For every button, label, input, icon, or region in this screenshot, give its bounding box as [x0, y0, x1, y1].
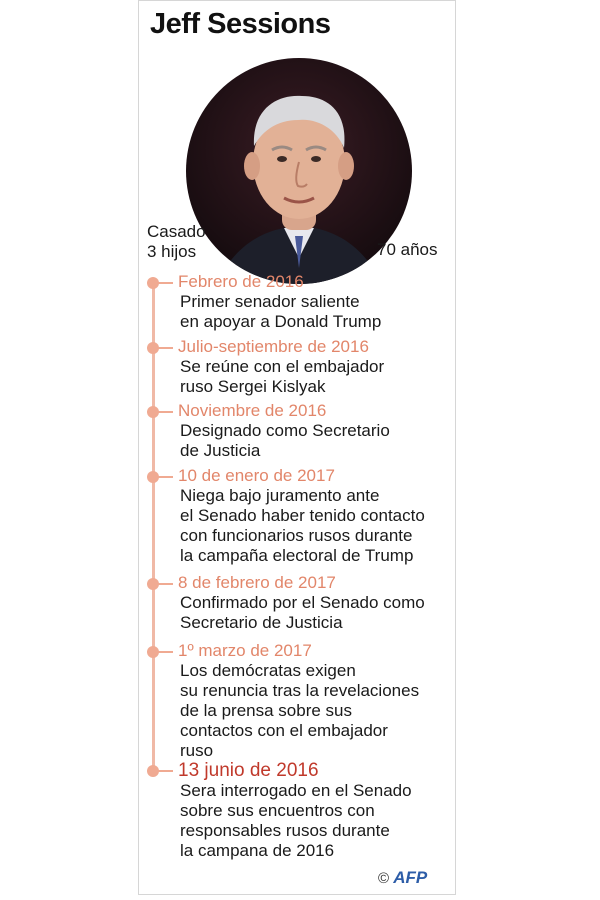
timeline-connector [157, 411, 173, 413]
timeline-connector [157, 770, 173, 772]
children-count: 3 hijos [147, 242, 197, 261]
event-date: 13 junio de 2016 [178, 760, 319, 781]
event-date: 10 de enero de 2017 [178, 466, 335, 485]
page-title: Jeff Sessions [150, 8, 331, 40]
timeline-connector [157, 347, 173, 349]
timeline-connector [157, 583, 173, 585]
event-date: Julio-septiembre de 2016 [178, 337, 369, 356]
event-text: Primer senador saliente en apoyar a Donald Trump [180, 292, 382, 331]
event-text: Se reúne con el embajador ruso Sergei Kislyak [180, 357, 385, 396]
event-text: Los demócratas exigen su renuncia tras la revelaciones de la prensa sobre sus contactos con el embajador ruso [180, 661, 420, 760]
event-date: 8 de febrero de 2017 [178, 573, 336, 592]
age-label: 70 años [377, 240, 438, 259]
event-text: Confirmado por el Senado como Secretario de Justicia [180, 593, 425, 632]
timeline-line [152, 281, 155, 769]
marital-status: Casado [147, 222, 206, 241]
event-text: Designado como Secretario de Justicia [180, 421, 390, 460]
timeline-connector [157, 282, 173, 284]
event-date: 1º marzo de 2017 [178, 641, 312, 660]
family-info [147, 222, 206, 262]
event-text: Sera interrogado en el Senado sobre sus encuentros con responsables rusos durante la campana de 2016 [180, 781, 412, 860]
event-text: Niega bajo juramento ante el Senado haber tenido contacto con funcionarios rusos durante la campaña electoral de Trump [180, 486, 425, 565]
credit [378, 868, 427, 888]
timeline-connector [157, 476, 173, 478]
afp-logo: AFP [393, 868, 428, 887]
timeline-connector [157, 651, 173, 653]
copyright-symbol: © [378, 870, 390, 887]
event-date: Febrero de 2016 [178, 272, 304, 291]
event-date: Noviembre de 2016 [178, 401, 327, 420]
